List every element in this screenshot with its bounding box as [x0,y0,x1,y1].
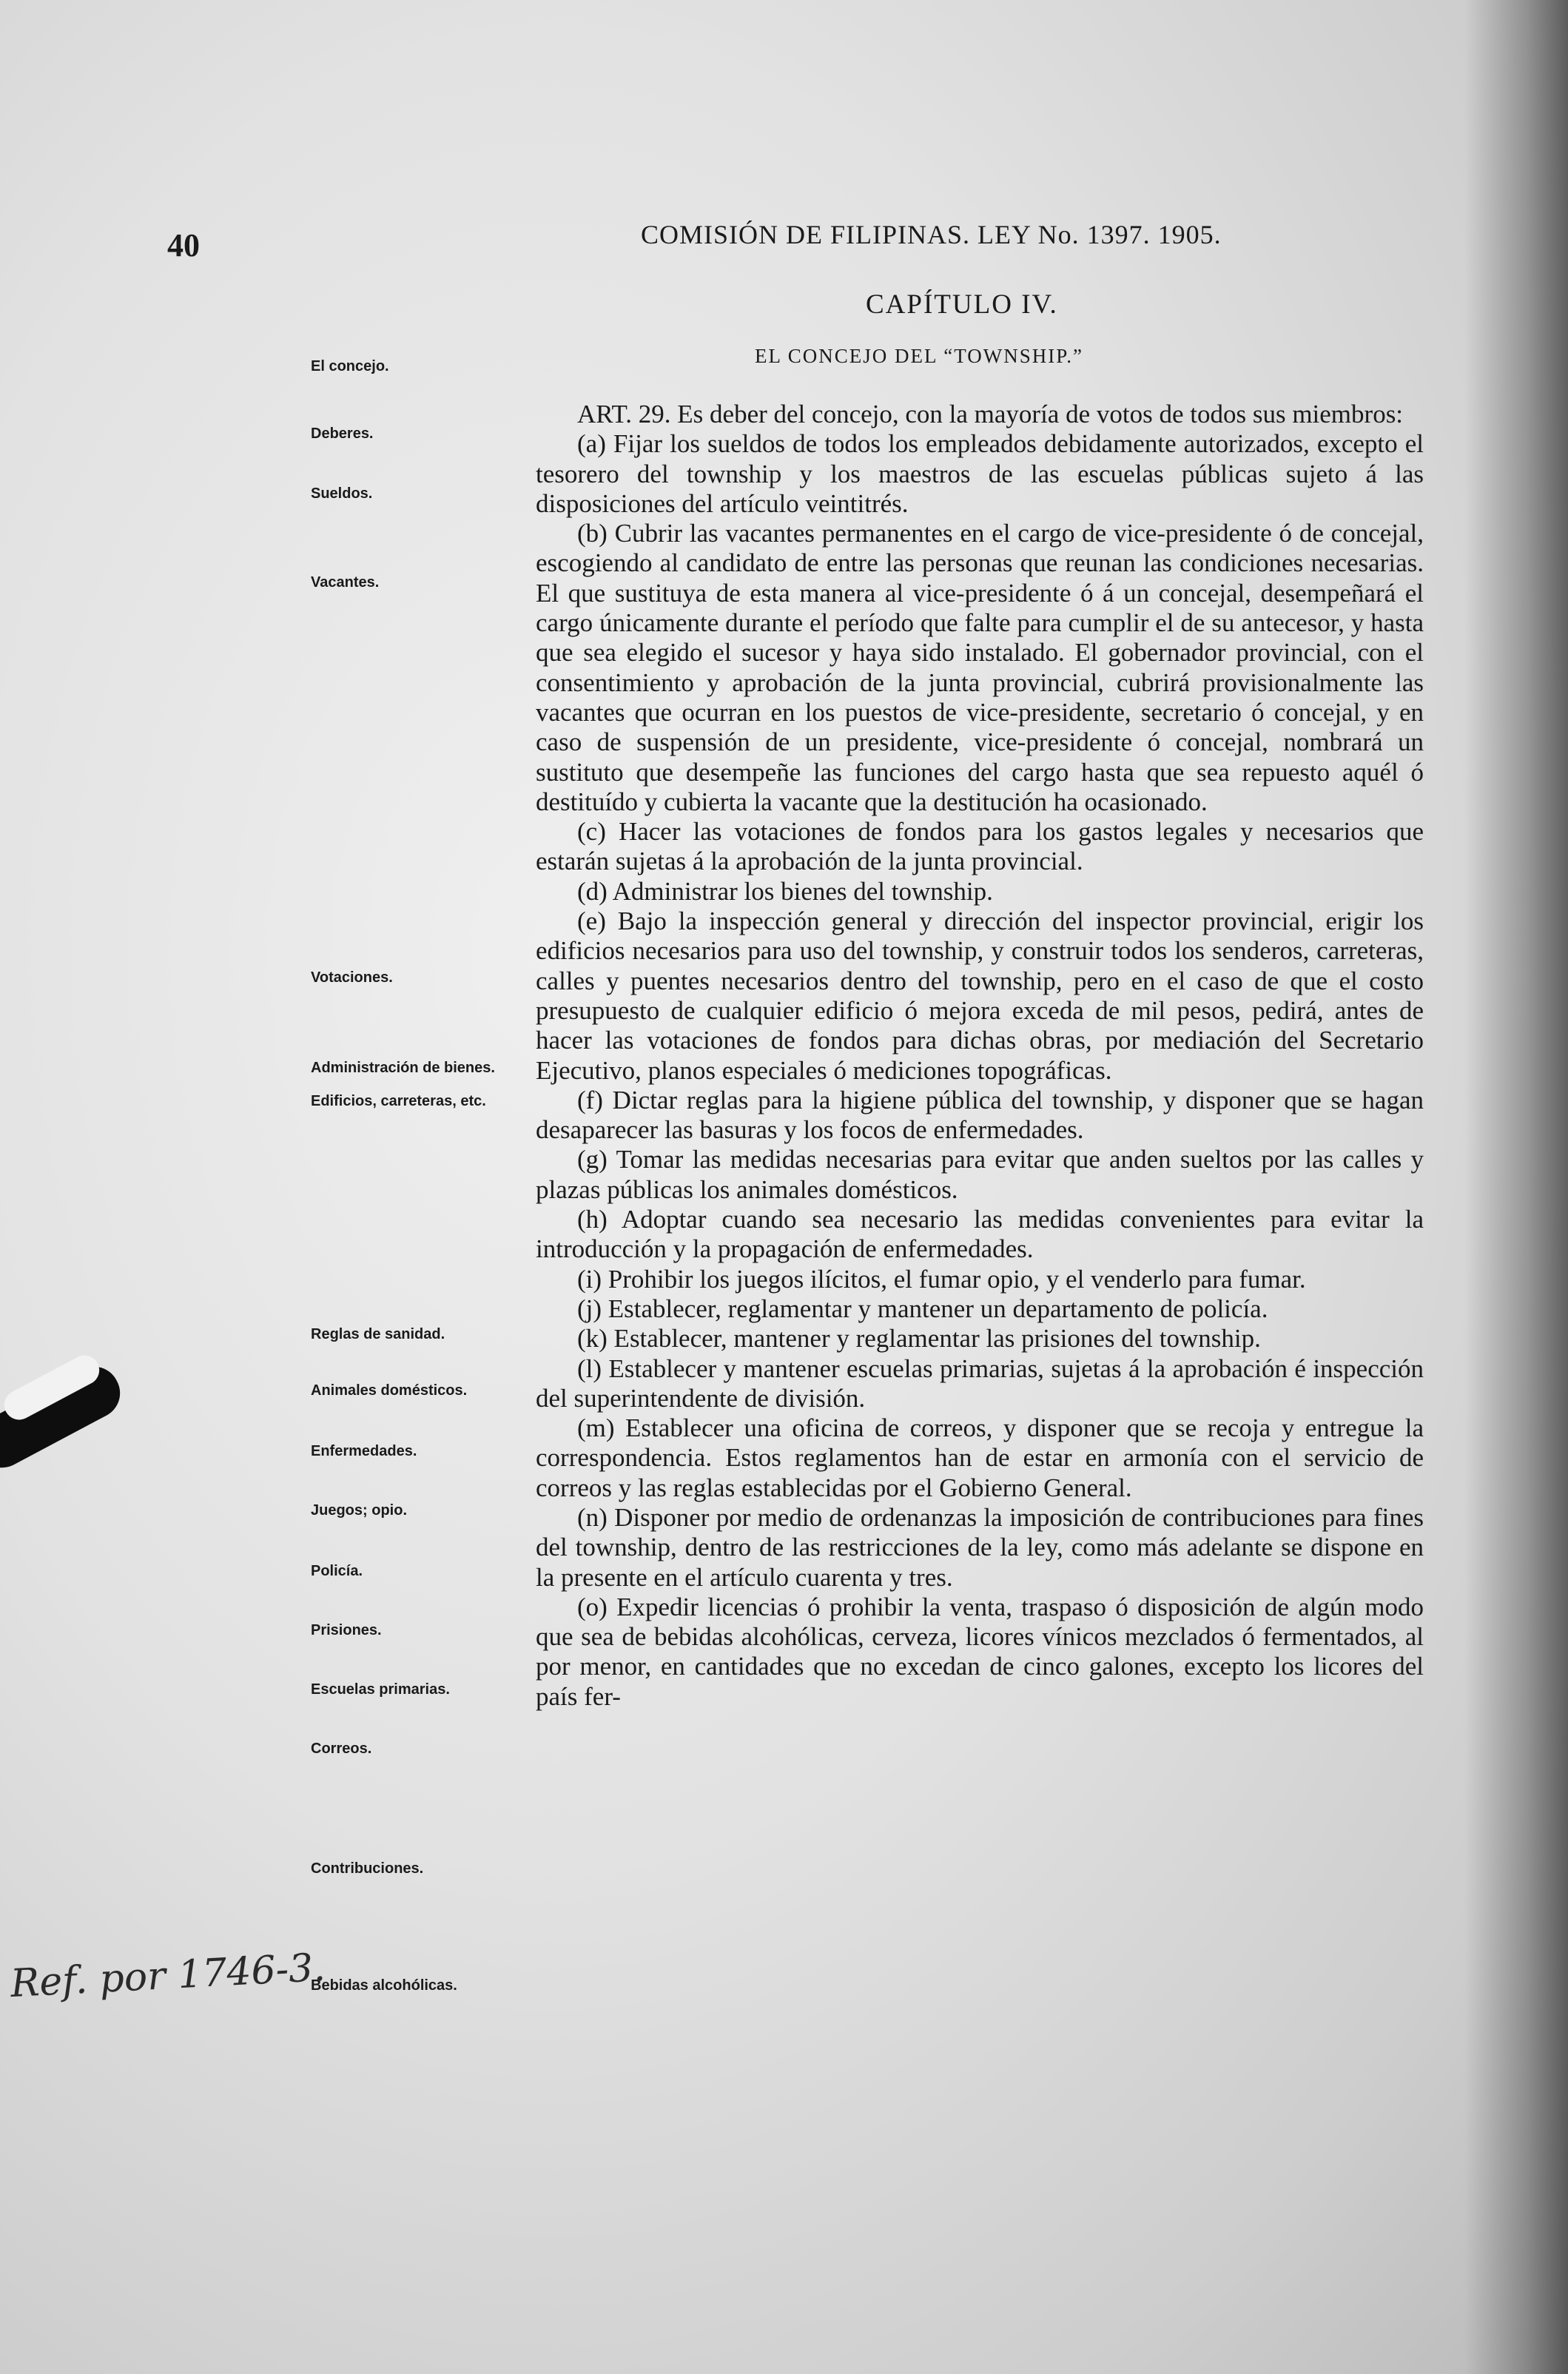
chapter-title: CAPÍTULO IV. [866,289,1058,320]
paragraph: (b) Cubrir las vacantes permanentes en el cargo de vice-presidente ó de concejal, escogiendo al candidato de entre las personas que reunan las condiciones necesarias. El que sustituya de esta manera al vice-presidente ó á un concejal, desempeñará el cargo únicamente durante el período que falte para cumplir el de su antecesor, y hasta que sea elegido el sucesor y haya sido instalado. El gobernador provincial, con el consentimiento y aprobación de la junta provincial, cubrirá provisionalmente las vacantes que ocurran en los puestos de vice-presidente, secretario ó concejal, y en caso de suspensión de un presidente, vice-presidente ó concejal, nombrará un sustituto que desempeñe las funciones del cargo hasta que sea repuesto aquél ó destituído y cubierta la vacante que la destitución ha ocasionado. [536,519,1424,816]
margin-note: Reglas de sanidad. [311,1326,445,1342]
paragraph: (m) Establecer una oficina de correos, y disponer que se recoja y entregue la correspondencia. Estos reglamentos han de estar en armonía con el servicio de correos y las reglas establecidas por el Gobierno General. [536,1413,1424,1502]
margin-note: Administración de bienes. [311,1060,495,1076]
margin-note: Policía. [311,1563,363,1579]
margin-note: Edificios, carreteras, etc. [311,1093,486,1109]
margin-note: Animales domésticos. [311,1382,468,1399]
margin-note: Deberes. [311,426,374,442]
page-number: 40 [167,227,200,263]
paragraph: (c) Hacer las votaciones de fondos para los gastos legales y necesarios que estarán sujetas á la aprobación de la junta provincial. [536,817,1424,876]
paragraph: (l) Establecer y mantener escuelas primarias, sujetas á la aprobación é inspección del superintendente de división. [536,1354,1424,1413]
margin-note: Contribuciones. [311,1860,424,1877]
margin-note: Enfermedades. [311,1443,417,1459]
paragraph: (o) Expedir licencias ó prohibir la venta, traspaso ó disposición de algún modo que sea de bebidas alcohólicas, cerveza, licores vínicos mezclados ó fermentados, al por menor, en cantidades que no excedan de cinco galones, excepto los licores del país fer- [536,1592,1424,1711]
paragraph: (e) Bajo la inspección general y dirección del inspector provincial, erigir los edificios necesarios para uso del township, y construir todos los senderos, carreteras, calles y puentes necesarios dentro del township, pero en el caso de que el costo presupuesto de cualquier edificio ó mejora exceda de mil pesos, pedirá, antes de hacer las votaciones de fondos para dichas obras, por mediación del Secretario Ejecutivo, planos especiales ó mediciones topográficas. [536,907,1424,1085]
paragraph: ART. 29. Es deber del concejo, con la mayoría de votos de todos sus miembros: [577,400,1404,428]
chapter-subtitle: EL CONCEJO DEL “TOWNSHIP.” [755,345,1083,367]
margin-note: Vacantes. [311,574,380,591]
margin-note: Bebidas alcohólicas. [311,1977,457,1994]
margin-note: Escuelas primarias. [311,1681,450,1698]
paragraph: (i) Prohibir los juegos ilícitos, el fumar opio, y el venderlo para fumar. [577,1264,1306,1294]
binding-shadow [1464,0,1568,2374]
paragraph: (n) Disponer por medio de ordenanzas la imposición de contribuciones para fines del township, dentro de las restricciones de la ley, como más adelante se dispone en la presente en el artículo cuarenta y tres. [536,1502,1424,1592]
running-head: COMISIÓN DE FILIPINAS. LEY No. 1397. 1905. [641,220,1222,249]
margin-note: Juegos; opio. [311,1502,407,1519]
margin-note: Sueldos. [311,485,373,502]
paragraph: (h) Adoptar cuando sea necesario las medidas convenientes para evitar la introducción y la propagación de enfermedades. [536,1205,1424,1264]
paragraph: (g) Tomar las medidas necesarias para evitar que anden sueltos por las calles y plazas públicas los animales domésticos. [536,1145,1424,1204]
margin-note: Prisiones. [311,1622,382,1638]
margin-note: Correos. [311,1741,372,1757]
paragraph: (a) Fijar los sueldos de todos los empleados debidamente autorizados, excepto el tesorero del township y los maestros de las escuelas públicas sujeto á las disposiciones del artículo veintitrés. [536,429,1424,518]
paragraph: (f) Dictar reglas para la higiene pública del township, y disponer que se hagan desaparecer las basuras y los focos de enfermedades. [536,1085,1424,1145]
paragraph: (j) Establecer, reglamentar y mantener un departamento de policía. [577,1294,1268,1323]
paragraph: (k) Establecer, mantener y reglamentar las prisiones del township. [577,1324,1261,1354]
handwritten-annotation: Ref. por 1746-3. [9,1945,327,2007]
paragraph: (d) Administrar los bienes del township. [577,876,993,906]
margin-note: Votaciones. [311,969,393,986]
article-body [536,400,1424,1712]
margin-note: El concejo. [311,358,389,374]
